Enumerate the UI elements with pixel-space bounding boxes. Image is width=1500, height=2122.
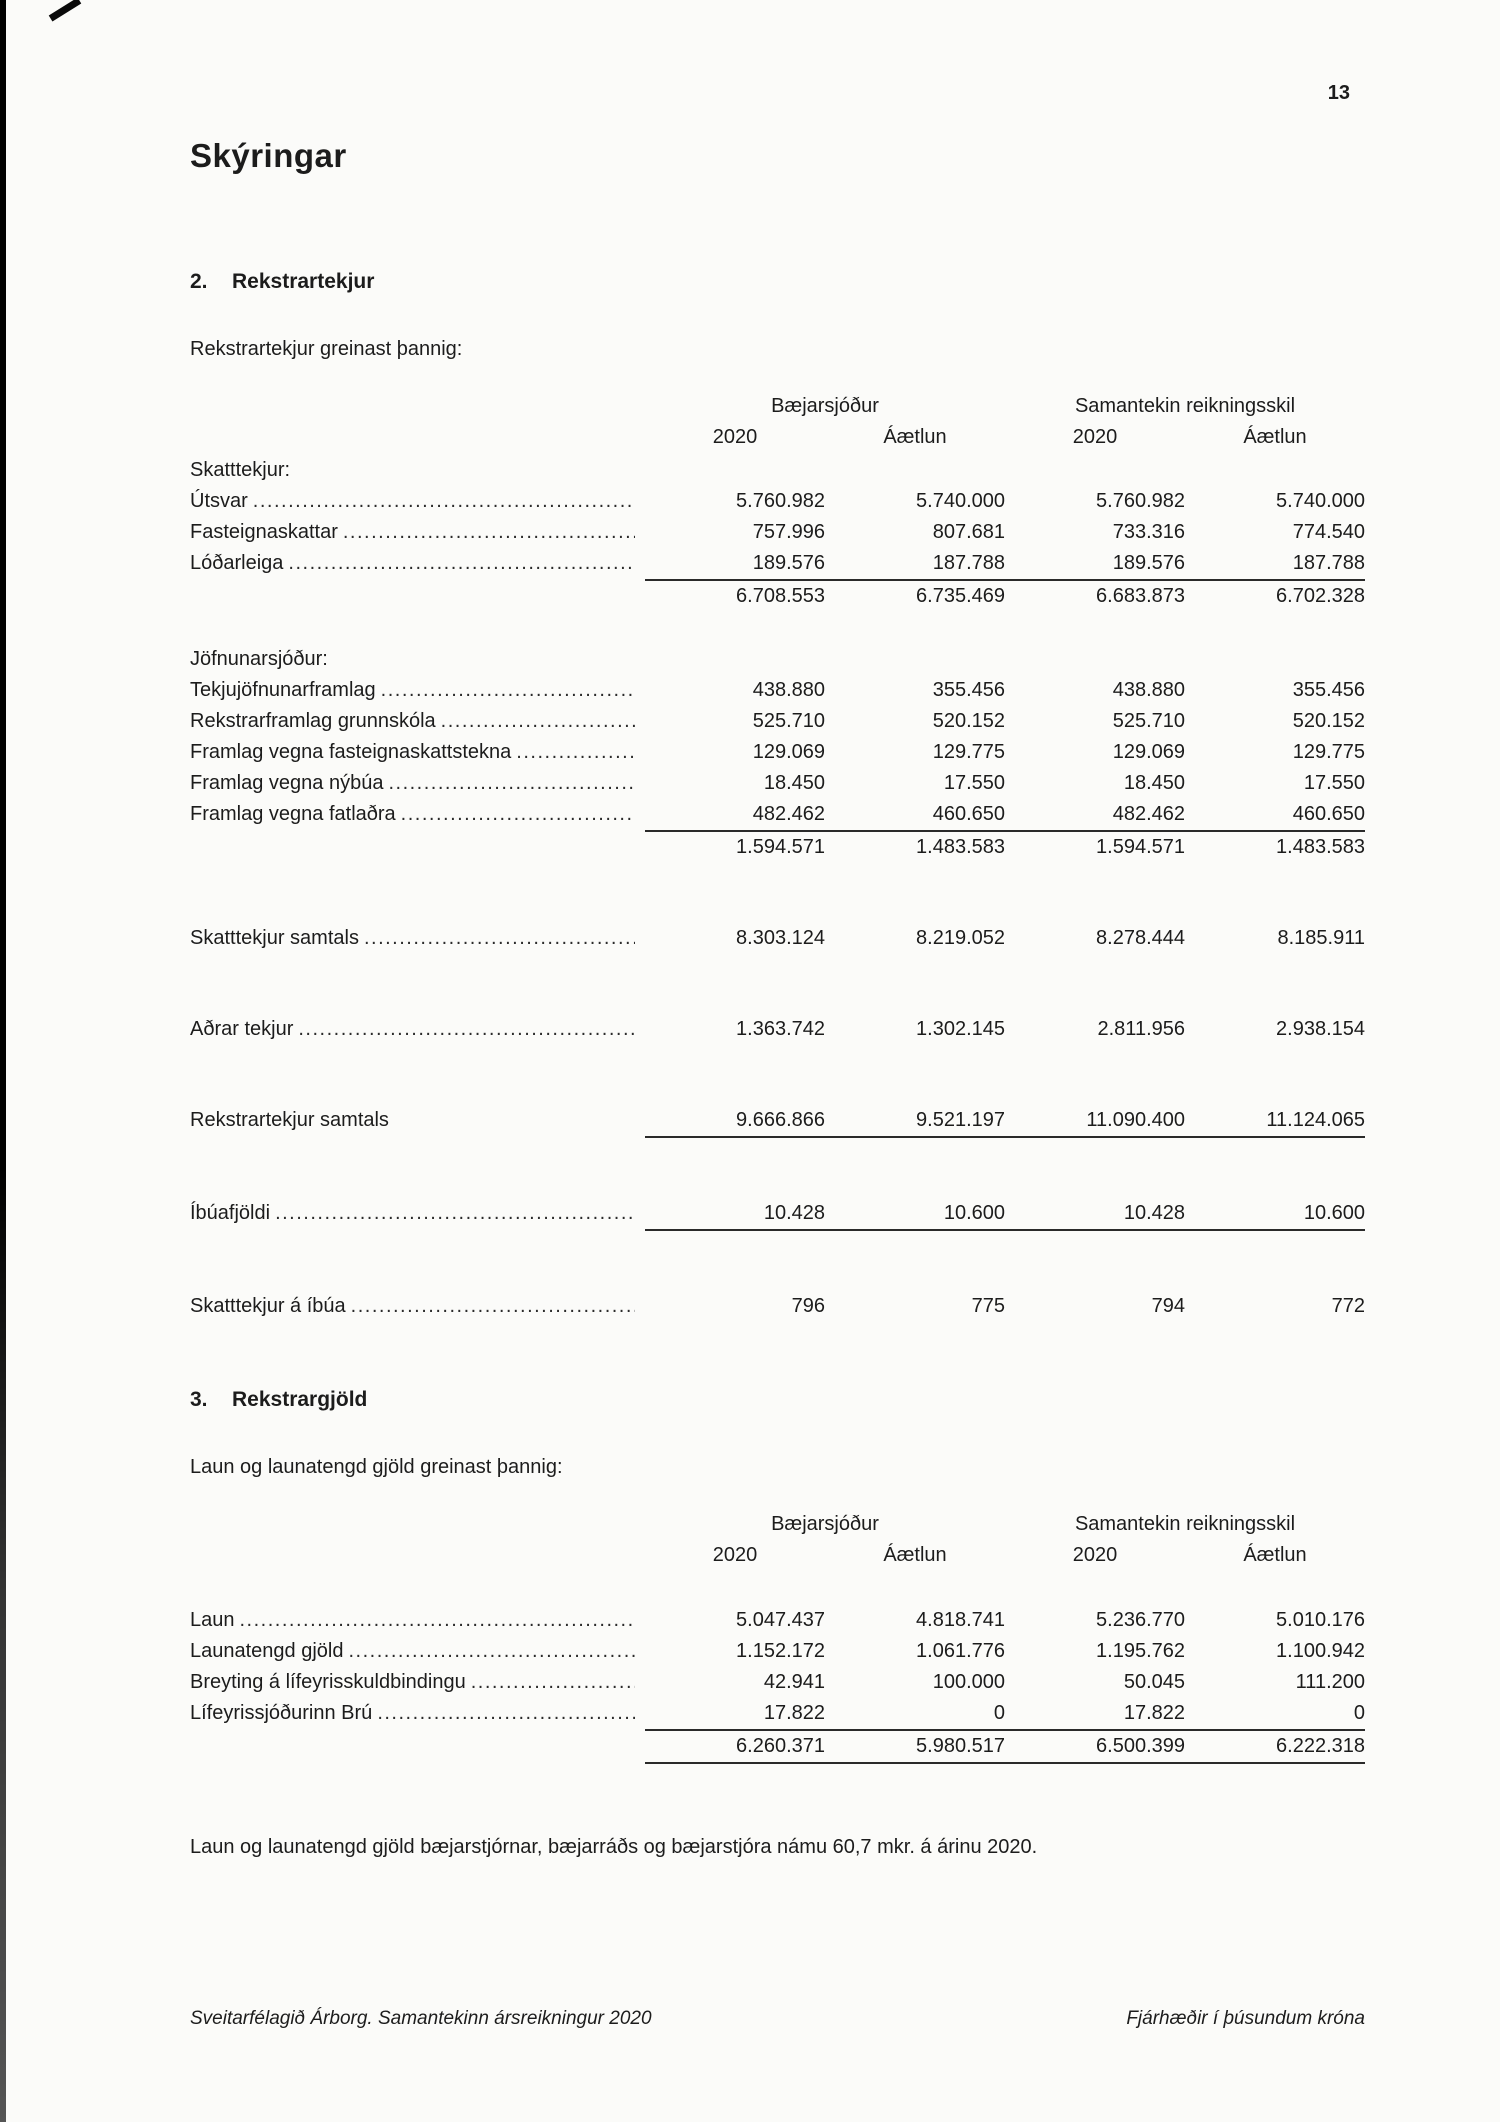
year-headers bbox=[645, 422, 1365, 453]
value-cell: 1.302.145 bbox=[916, 1018, 1005, 1040]
page-title: Skýringar bbox=[190, 137, 347, 174]
value-cell: 733.316 bbox=[1112, 521, 1185, 543]
value-cell: 10.428 bbox=[763, 1202, 825, 1224]
value-cell: 11.090.400 bbox=[1086, 1109, 1185, 1131]
year-header: 2020 bbox=[712, 1544, 758, 1566]
value-cell: 460.650 bbox=[932, 803, 1005, 825]
value-cell: 8.278.444 bbox=[1096, 927, 1185, 949]
column-group-header: Samantekin reikningsskil bbox=[1074, 1513, 1296, 1535]
section-title: Rekstrargjöld bbox=[232, 1388, 368, 1411]
leader-dots bbox=[275, 1198, 635, 1229]
value-cell: 129.775 bbox=[932, 741, 1005, 763]
row-values bbox=[645, 832, 1365, 863]
row-label-cell bbox=[190, 737, 645, 768]
value-cell: 6.702.328 bbox=[1276, 585, 1365, 607]
value-cell: 520.152 bbox=[932, 710, 1005, 732]
row-values bbox=[645, 517, 1365, 548]
value-cell: 796 bbox=[791, 1295, 825, 1317]
value-cell: 807.681 bbox=[932, 521, 1005, 543]
group-headers bbox=[645, 1509, 1365, 1540]
row-label: Íbúafjöldi bbox=[190, 1202, 271, 1224]
table-row bbox=[190, 1698, 1365, 1731]
row-label: Breyting á lífeyrisskuldbindingu bbox=[190, 1671, 466, 1693]
row-label: Framlag vegna fasteignaskattstekna bbox=[190, 741, 512, 763]
subtotal-row bbox=[190, 581, 1365, 612]
value-cell: 6.222.318 bbox=[1276, 1735, 1365, 1757]
row-values bbox=[645, 1198, 1365, 1231]
row-label-cell bbox=[190, 1698, 645, 1729]
value-cell: 42.941 bbox=[763, 1671, 825, 1693]
value-cell: 438.880 bbox=[752, 679, 825, 701]
row-label: Lóðarleiga bbox=[190, 552, 284, 574]
total-row bbox=[190, 1291, 1365, 1322]
row-values bbox=[645, 1636, 1365, 1667]
row-label-cell bbox=[190, 1198, 645, 1229]
value-cell: 129.069 bbox=[752, 741, 825, 763]
value-cell: 9.521.197 bbox=[916, 1109, 1005, 1131]
value-cell: 100.000 bbox=[932, 1671, 1005, 1693]
value-cell: 757.996 bbox=[752, 521, 825, 543]
row-label-cell bbox=[190, 768, 645, 799]
value-cell: 6.683.873 bbox=[1096, 585, 1185, 607]
row-label-cell bbox=[190, 1667, 645, 1698]
value-cell: 5.760.982 bbox=[736, 490, 825, 512]
table-row bbox=[190, 1667, 1365, 1698]
row-values bbox=[645, 1291, 1365, 1322]
value-cell: 6.708.553 bbox=[736, 585, 825, 607]
value-cell: 1.483.583 bbox=[916, 836, 1005, 858]
row-label: Laun bbox=[190, 1609, 235, 1631]
table-row bbox=[190, 706, 1365, 737]
value-cell: 438.880 bbox=[1112, 679, 1185, 701]
group-headers bbox=[645, 391, 1365, 422]
row-label-cell bbox=[190, 517, 645, 548]
year-header-row bbox=[190, 422, 1365, 453]
value-cell: 17.550 bbox=[1303, 772, 1365, 794]
value-cell: 1.061.776 bbox=[916, 1640, 1005, 1662]
leader-dots bbox=[240, 1605, 636, 1636]
table-row bbox=[190, 675, 1365, 706]
value-cell: 1.100.942 bbox=[1276, 1640, 1365, 1662]
year-header: Áætlun bbox=[883, 426, 947, 448]
row-label-cell bbox=[190, 706, 645, 737]
row-values bbox=[645, 581, 1365, 612]
row-label: Framlag vegna fatlaðra bbox=[190, 803, 396, 825]
value-cell: 18.450 bbox=[763, 772, 825, 794]
value-cell: 0 bbox=[993, 1702, 1005, 1724]
value-cell: 520.152 bbox=[1292, 710, 1365, 732]
leader-dots bbox=[351, 1291, 635, 1322]
column-group-header: Samantekin reikningsskil bbox=[1074, 395, 1296, 417]
value-cell: 2.811.956 bbox=[1097, 1018, 1185, 1040]
row-label: Fasteignaskattar bbox=[190, 521, 338, 543]
page-footer bbox=[190, 2008, 1365, 2030]
row-label-cell bbox=[190, 675, 645, 706]
section-intro: Rekstrartekjur greinast þannig: bbox=[190, 338, 463, 360]
value-cell: 8.303.124 bbox=[736, 927, 825, 949]
row-label: Skatttekjur samtals bbox=[190, 927, 359, 949]
value-cell: 6.500.399 bbox=[1096, 1735, 1185, 1757]
leader-dots bbox=[381, 675, 635, 706]
row-label-cell bbox=[190, 1636, 645, 1667]
row-label-cell bbox=[190, 486, 645, 517]
year-header: 2020 bbox=[712, 426, 758, 448]
subtotal-row bbox=[190, 1731, 1365, 1764]
footer-right: Fjárhæðir í þúsundum króna bbox=[1126, 2008, 1365, 2029]
row-values bbox=[645, 706, 1365, 737]
section-heading bbox=[190, 1388, 1365, 1412]
row-label: Rekstrarframlag grunnskóla bbox=[190, 710, 436, 732]
value-cell: 772 bbox=[1331, 1295, 1365, 1317]
section-number: 2. bbox=[190, 270, 208, 293]
value-cell: 10.600 bbox=[1303, 1202, 1365, 1224]
leader-dots bbox=[298, 1014, 635, 1045]
value-cell: 482.462 bbox=[1112, 803, 1185, 825]
value-cell: 10.428 bbox=[1123, 1202, 1185, 1224]
table-subheader: Skatttekjur: bbox=[190, 459, 291, 481]
row-values bbox=[645, 1731, 1365, 1764]
column-group-header: Bæjarsjóður bbox=[771, 1513, 879, 1535]
year-header: Áætlun bbox=[883, 1544, 947, 1566]
row-label-cell bbox=[190, 1014, 645, 1045]
row-label: Launatengd gjöld bbox=[190, 1640, 344, 1662]
value-cell: 1.152.172 bbox=[736, 1640, 825, 1662]
leader-dots bbox=[253, 486, 635, 517]
value-cell: 482.462 bbox=[752, 803, 825, 825]
footer-left: Sveitarfélagið Árborg. Samantekinn ársreikningur 2020 bbox=[190, 2008, 652, 2029]
leader-dots bbox=[441, 706, 635, 737]
value-cell: 6.735.469 bbox=[916, 585, 1005, 607]
leader-dots bbox=[401, 799, 635, 830]
value-cell: 5.047.437 bbox=[736, 1609, 825, 1631]
section-number: 3. bbox=[190, 1388, 208, 1411]
value-cell: 129.069 bbox=[1112, 741, 1185, 763]
value-cell: 774.540 bbox=[1292, 521, 1365, 543]
total-row bbox=[190, 1105, 1365, 1138]
row-label-cell bbox=[190, 799, 645, 830]
row-label: Útsvar bbox=[190, 490, 248, 512]
value-cell: 6.260.371 bbox=[736, 1735, 825, 1757]
leader-dots bbox=[288, 548, 635, 579]
table-row bbox=[190, 517, 1365, 548]
section-heading bbox=[190, 270, 1365, 294]
value-cell: 11.124.065 bbox=[1266, 1109, 1365, 1131]
row-label: Lífeyrissjóðurinn Brú bbox=[190, 1702, 373, 1724]
total-row bbox=[190, 923, 1365, 954]
leader-dots bbox=[471, 1667, 635, 1698]
subtotal-row bbox=[190, 832, 1365, 863]
value-cell: 5.010.176 bbox=[1276, 1609, 1365, 1631]
value-cell: 1.594.571 bbox=[1096, 836, 1185, 858]
value-cell: 50.045 bbox=[1123, 1671, 1185, 1693]
row-values bbox=[645, 1667, 1365, 1698]
leader-dots bbox=[388, 768, 635, 799]
value-cell: 18.450 bbox=[1123, 772, 1185, 794]
value-cell: 8.185.911 bbox=[1277, 927, 1365, 949]
table-row bbox=[190, 737, 1365, 768]
column-group-header-row bbox=[190, 391, 1365, 422]
row-values bbox=[645, 548, 1365, 581]
total-row bbox=[190, 1014, 1365, 1045]
leader-dots bbox=[364, 923, 635, 954]
year-header: Áætlun bbox=[1243, 426, 1307, 448]
value-cell: 129.775 bbox=[1292, 741, 1365, 763]
value-cell: 2.938.154 bbox=[1276, 1018, 1365, 1040]
section-intro: Laun og launatengd gjöld greinast þannig: bbox=[190, 1456, 563, 1478]
leader-dots bbox=[377, 1698, 635, 1729]
table-row bbox=[190, 799, 1365, 832]
row-label-cell bbox=[190, 548, 645, 579]
value-cell: 1.363.742 bbox=[736, 1018, 825, 1040]
value-cell: 5.236.770 bbox=[1096, 1609, 1185, 1631]
row-values bbox=[645, 1605, 1365, 1636]
value-cell: 5.760.982 bbox=[1096, 490, 1185, 512]
row-values bbox=[645, 737, 1365, 768]
value-cell: 9.666.866 bbox=[736, 1109, 825, 1131]
value-cell: 17.550 bbox=[943, 772, 1005, 794]
row-values bbox=[645, 1105, 1365, 1138]
value-cell: 460.650 bbox=[1292, 803, 1365, 825]
value-cell: 355.456 bbox=[1292, 679, 1365, 701]
value-cell: 525.710 bbox=[1112, 710, 1185, 732]
value-cell: 0 bbox=[1353, 1702, 1365, 1724]
value-cell: 8.219.052 bbox=[916, 927, 1005, 949]
row-label-cell bbox=[190, 1105, 645, 1136]
value-cell: 4.818.741 bbox=[916, 1609, 1005, 1631]
row-label-cell bbox=[190, 923, 645, 954]
column-group-header-row bbox=[190, 1509, 1365, 1540]
year-header: Áætlun bbox=[1243, 1544, 1307, 1566]
year-headers bbox=[645, 1540, 1365, 1571]
row-label-cell bbox=[190, 1605, 645, 1636]
value-cell: 1.483.583 bbox=[1276, 836, 1365, 858]
row-label-cell bbox=[190, 1291, 645, 1322]
value-cell: 5.740.000 bbox=[916, 490, 1005, 512]
page-number: 13 bbox=[1327, 82, 1350, 104]
value-cell: 1.594.571 bbox=[736, 836, 825, 858]
table-row bbox=[190, 768, 1365, 799]
value-cell: 775 bbox=[971, 1295, 1005, 1317]
leader-dots bbox=[343, 517, 635, 548]
value-cell: 794 bbox=[1151, 1295, 1185, 1317]
column-group-header: Bæjarsjóður bbox=[771, 395, 879, 417]
value-cell: 355.456 bbox=[932, 679, 1005, 701]
row-label: Framlag vegna nýbúa bbox=[190, 772, 384, 794]
section-title: Rekstrartekjur bbox=[232, 270, 375, 293]
value-cell: 111.200 bbox=[1295, 1671, 1365, 1693]
value-cell: 1.195.762 bbox=[1096, 1640, 1185, 1662]
row-label: Tekjujöfnunarframlag bbox=[190, 679, 376, 701]
value-cell: 5.740.000 bbox=[1276, 490, 1365, 512]
table-row bbox=[190, 548, 1365, 581]
table-row bbox=[190, 486, 1365, 517]
year-header-row bbox=[190, 1540, 1365, 1571]
year-header: 2020 bbox=[1072, 426, 1118, 448]
row-values bbox=[645, 486, 1365, 517]
leader-dots bbox=[516, 737, 635, 768]
row-values bbox=[645, 768, 1365, 799]
row-values bbox=[645, 1014, 1365, 1045]
value-cell: 525.710 bbox=[752, 710, 825, 732]
row-label: Aðrar tekjur bbox=[190, 1018, 294, 1040]
value-cell: 189.576 bbox=[1112, 552, 1185, 574]
value-cell: 17.822 bbox=[763, 1702, 825, 1724]
table-row bbox=[190, 1636, 1365, 1667]
row-label: Rekstrartekjur samtals bbox=[190, 1109, 389, 1131]
value-cell: 189.576 bbox=[752, 552, 825, 574]
year-header: 2020 bbox=[1072, 1544, 1118, 1566]
row-values bbox=[645, 675, 1365, 706]
value-cell: 5.980.517 bbox=[916, 1735, 1005, 1757]
table-row bbox=[190, 1605, 1365, 1636]
value-cell: 187.788 bbox=[932, 552, 1005, 574]
leader-dots bbox=[348, 1636, 635, 1667]
value-cell: 187.788 bbox=[1292, 552, 1365, 574]
value-cell: 10.600 bbox=[943, 1202, 1005, 1224]
row-label: Skatttekjur á íbúa bbox=[190, 1295, 346, 1317]
row-values bbox=[645, 799, 1365, 832]
total-row bbox=[190, 1198, 1365, 1231]
row-values bbox=[645, 1698, 1365, 1731]
table-subheader: Jöfnunarsjóður: bbox=[190, 648, 328, 670]
row-values bbox=[645, 923, 1365, 954]
note-text: Laun og launatengd gjöld bæjarstjórnar, bæjarráðs og bæjarstjóra námu 60,7 mkr. á árinu 2020. bbox=[190, 1836, 1038, 1858]
value-cell: 17.822 bbox=[1123, 1702, 1185, 1724]
